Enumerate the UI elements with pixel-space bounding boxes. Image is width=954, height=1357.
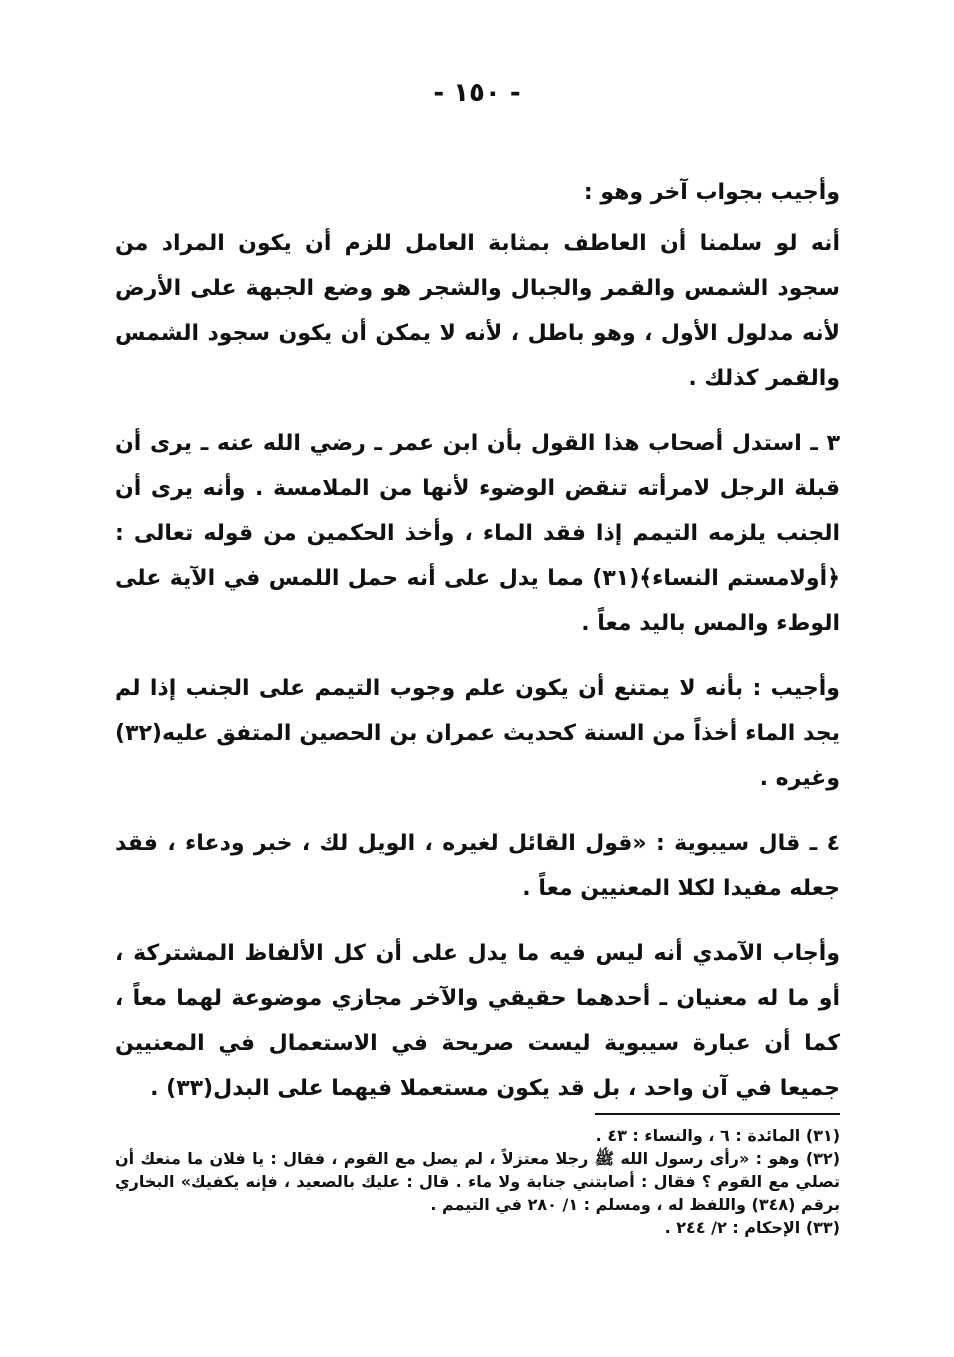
main-text (115, 170, 840, 1131)
footnote-33: (٣٣) الإحكام : ٢/ ٢٤٤ . (664, 1218, 840, 1237)
paragraph-tayammum-answer: وأجيب : بأنه لا يمتنع أن يكون علم وجوب التيمم على الجنب إذا لم يجد الماء أخذاً من السنة كحديث عمران بن الحصين المتفق عليه(٣٢) وغيره . (115, 676, 840, 791)
paragraph-sibawayh-argument: ٤ ـ قال سيبوية : «قول القائل لغيره ، الويل لك ، خبر ودعاء ، فقد جعله مفيدا لكلا المعنيين معاً . (115, 831, 840, 901)
footnote-32: (٣٢) وهو : «رأى رسول الله ﷺ رجلا معتزلاً ، لم يصل مع القوم ، فقال : يا فلان ما منعك أن تصلي مع القوم ؟ فقال : أصابتني جنابة ولا ماء . قال : عليك بالصعيد ، فإنه يكفيك» البخاري برقم (٣٤٨) واللفظ له ، ومسلم : ١/ ٢٨٠ في التيمم . (115, 1149, 840, 1214)
footnote-separator (595, 1113, 840, 1115)
paragraph-amidi-answer: وأجاب الآمدي أنه ليس فيه ما يدل على أن كل الألفاظ المشتركة ، أو ما له معنيان ـ أحدهما حقيقي والآخر مجازي موضوعة لهما معاً ، كما أن عبارة سيبوية ليست صريحة في الاستعمال في المعنيين جميعا في آن واحد ، بل قد يكون مستعملا فيهما على البدل(٣٣) . (115, 941, 840, 1101)
paragraph-ibn-umar-argument: ٣ ـ استدل أصحاب هذا القول بأن ابن عمر ـ رضي الله عنه ـ يرى أن قبلة الرجل لامرأته تنقض الوضوء لأنها من الملامسة . وأنه يرى أن الجنب يلزمه التيمم إذا فقد الماء ، وأخذ الحكمين من قوله تعالى : ﴿أولامستم النساء﴾(٣١) مما يدل على أنه حمل اللمس في الآية على الوطء والمس باليد معاً . (115, 431, 840, 636)
paragraph-intro-answer: وأجيب بجواب آخر وهو : (583, 180, 840, 205)
paragraph-sun-moon-argument: أنه لو سلمنا أن العاطف بمثابة العامل للزم أن يكون المراد من سجود الشمس والقمر والجبال والشجر هو وضع الجبهة على الأرض لأنه مدلول الأول ، وهو باطل ، لأنه لا يمكن أن يكون سجود الشمس والقمر كذلك . (115, 231, 840, 391)
footnote-31: (٣١) المائدة : ٦ ، والنساء : ٤٣ . (595, 1126, 840, 1145)
page-number: - ١٥٠ - (433, 78, 521, 108)
footnotes (115, 1124, 840, 1239)
